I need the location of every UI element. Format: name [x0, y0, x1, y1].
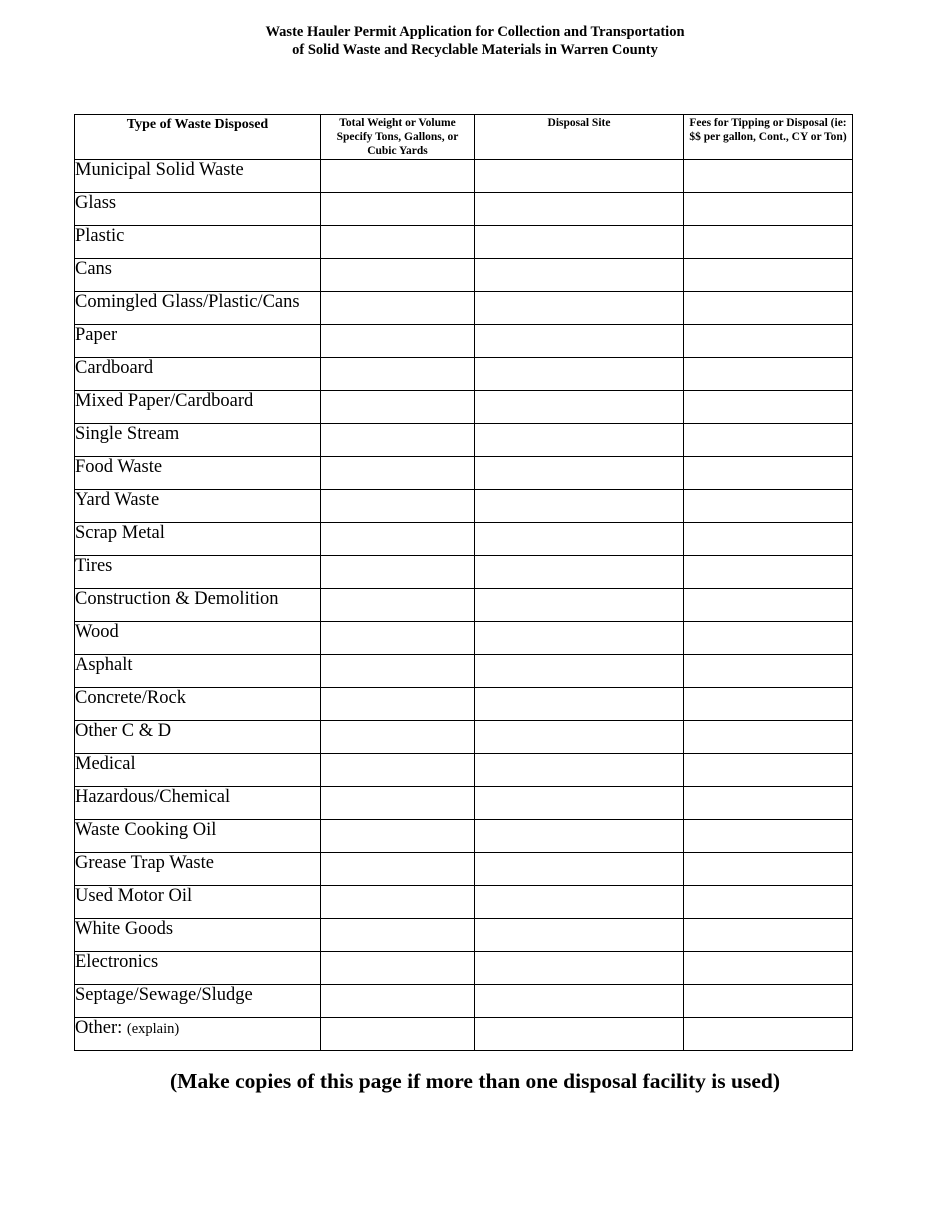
title-line-1: Waste Hauler Permit Application for Collection and Transportation	[265, 24, 685, 40]
disposal-site-input-cell[interactable]	[475, 556, 684, 589]
table-row	[75, 589, 853, 622]
fees-input-cell[interactable]	[684, 622, 853, 655]
disposal-site-input-cell[interactable]	[475, 721, 684, 754]
waste-type-label: Septage/Sewage/Sludge	[75, 985, 321, 1018]
weight-input-cell[interactable]	[321, 622, 475, 655]
weight-input-cell[interactable]	[321, 193, 475, 226]
disposal-site-input-cell[interactable]	[475, 787, 684, 820]
waste-type-label: Used Motor Oil	[75, 886, 321, 919]
table-row	[75, 754, 853, 787]
weight-input-cell[interactable]	[321, 853, 475, 886]
fees-input-cell[interactable]	[684, 1018, 853, 1051]
disposal-site-input-cell[interactable]	[475, 523, 684, 556]
fees-input-cell[interactable]	[684, 952, 853, 985]
fees-input-cell[interactable]	[684, 589, 853, 622]
header-type-of-waste: Type of Waste Disposed	[75, 115, 321, 160]
page-title	[0, 23, 950, 59]
disposal-site-input-cell[interactable]	[475, 325, 684, 358]
waste-type-label: Cardboard	[75, 358, 321, 391]
waste-type-label-other	[75, 1018, 321, 1051]
fees-input-cell[interactable]	[684, 754, 853, 787]
disposal-site-input-cell[interactable]	[475, 424, 684, 457]
disposal-site-input-cell[interactable]	[475, 1018, 684, 1051]
waste-type-label: Plastic	[75, 226, 321, 259]
waste-type-label: Glass	[75, 193, 321, 226]
other-label: Other:	[75, 1018, 123, 1038]
weight-input-cell[interactable]	[321, 787, 475, 820]
table-row	[75, 424, 853, 457]
waste-type-label: Hazardous/Chemical	[75, 787, 321, 820]
weight-input-cell[interactable]	[321, 721, 475, 754]
table-row	[75, 193, 853, 226]
weight-input-cell[interactable]	[321, 490, 475, 523]
weight-input-cell[interactable]	[321, 226, 475, 259]
table-row	[75, 325, 853, 358]
table-row	[75, 358, 853, 391]
waste-type-label: Comingled Glass/Plastic/Cans	[75, 292, 321, 325]
table-row	[75, 919, 853, 952]
weight-input-cell[interactable]	[321, 754, 475, 787]
disposal-site-input-cell[interactable]	[475, 490, 684, 523]
disposal-site-input-cell[interactable]	[475, 754, 684, 787]
fees-input-cell[interactable]	[684, 985, 853, 1018]
table-row	[75, 655, 853, 688]
table-row	[75, 952, 853, 985]
fees-input-cell[interactable]	[684, 292, 853, 325]
table-row	[75, 853, 853, 886]
footer-note: (Make copies of this page if more than one disposal facility is used)	[170, 1069, 780, 1093]
table-row	[75, 787, 853, 820]
weight-input-cell[interactable]	[321, 424, 475, 457]
fees-input-cell[interactable]	[684, 193, 853, 226]
table-body	[75, 160, 853, 1051]
waste-type-label: Other C & D	[75, 721, 321, 754]
other-explain-note: (explain)	[126, 1021, 180, 1037]
waste-type-label: Scrap Metal	[75, 523, 321, 556]
table-row	[75, 292, 853, 325]
disposal-site-input-cell[interactable]	[475, 391, 684, 424]
waste-type-label: Single Stream	[75, 424, 321, 457]
fees-input-cell[interactable]	[684, 886, 853, 919]
table-row	[75, 886, 853, 919]
waste-type-label: Wood	[75, 622, 321, 655]
waste-type-label: Medical	[75, 754, 321, 787]
weight-input-cell[interactable]	[321, 523, 475, 556]
fees-input-cell[interactable]	[684, 325, 853, 358]
waste-type-label: Asphalt	[75, 655, 321, 688]
disposal-site-input-cell[interactable]	[475, 655, 684, 688]
weight-input-cell[interactable]	[321, 886, 475, 919]
waste-type-label: White Goods	[75, 919, 321, 952]
table-row	[75, 523, 853, 556]
table-row	[75, 985, 853, 1018]
weight-input-cell[interactable]	[321, 1018, 475, 1051]
disposal-site-input-cell[interactable]	[475, 589, 684, 622]
table-row	[75, 622, 853, 655]
weight-input-cell[interactable]	[321, 919, 475, 952]
table-row	[75, 820, 853, 853]
header-fees: Fees for Tipping or Disposal (ie: $$ per gallon, Cont., CY or Ton)	[684, 115, 853, 160]
fees-input-cell[interactable]	[684, 919, 853, 952]
weight-input-cell[interactable]	[321, 820, 475, 853]
table-row	[75, 556, 853, 589]
fees-input-cell[interactable]	[684, 160, 853, 193]
table-row	[75, 259, 853, 292]
table-header-row	[75, 115, 853, 160]
disposal-site-input-cell[interactable]	[475, 226, 684, 259]
waste-type-label: Food Waste	[75, 457, 321, 490]
fees-input-cell[interactable]	[684, 655, 853, 688]
table-row	[75, 160, 853, 193]
table-row	[75, 688, 853, 721]
waste-type-label: Waste Cooking Oil	[75, 820, 321, 853]
fees-input-cell[interactable]	[684, 391, 853, 424]
fees-input-cell[interactable]	[684, 490, 853, 523]
disposal-site-input-cell[interactable]	[475, 853, 684, 886]
table-row	[75, 457, 853, 490]
weight-input-cell[interactable]	[321, 160, 475, 193]
waste-disposal-table	[74, 114, 853, 1051]
waste-type-label: Tires	[75, 556, 321, 589]
header-total-weight: Total Weight or Volume Specify Tons, Gallons, or Cubic Yards	[321, 115, 475, 160]
fees-input-cell[interactable]	[684, 556, 853, 589]
fees-input-cell[interactable]	[684, 853, 853, 886]
disposal-site-input-cell[interactable]	[475, 919, 684, 952]
disposal-site-input-cell[interactable]	[475, 457, 684, 490]
fees-input-cell[interactable]	[684, 820, 853, 853]
waste-type-label: Electronics	[75, 952, 321, 985]
disposal-site-input-cell[interactable]	[475, 952, 684, 985]
waste-type-label: Concrete/Rock	[75, 688, 321, 721]
table-row	[75, 226, 853, 259]
waste-type-label: Grease Trap Waste	[75, 853, 321, 886]
weight-input-cell[interactable]	[321, 688, 475, 721]
waste-type-label: Municipal Solid Waste	[75, 160, 321, 193]
weight-input-cell[interactable]	[321, 259, 475, 292]
weight-input-cell[interactable]	[321, 292, 475, 325]
disposal-site-input-cell[interactable]	[475, 886, 684, 919]
weight-input-cell[interactable]	[321, 556, 475, 589]
disposal-site-input-cell[interactable]	[475, 688, 684, 721]
fees-input-cell[interactable]	[684, 424, 853, 457]
waste-type-label: Yard Waste	[75, 490, 321, 523]
weight-input-cell[interactable]	[321, 325, 475, 358]
disposal-site-input-cell[interactable]	[475, 820, 684, 853]
weight-input-cell[interactable]	[321, 589, 475, 622]
waste-type-label: Cans	[75, 259, 321, 292]
weight-input-cell[interactable]	[321, 391, 475, 424]
waste-type-label: Mixed Paper/Cardboard	[75, 391, 321, 424]
disposal-site-input-cell[interactable]	[475, 259, 684, 292]
fees-input-cell[interactable]	[684, 457, 853, 490]
fees-input-cell[interactable]	[684, 721, 853, 754]
header-disposal-site: Disposal Site	[475, 115, 684, 160]
fees-input-cell[interactable]	[684, 787, 853, 820]
weight-input-cell[interactable]	[321, 457, 475, 490]
weight-input-cell[interactable]	[321, 358, 475, 391]
fees-input-cell[interactable]	[684, 226, 853, 259]
disposal-site-input-cell[interactable]	[475, 358, 684, 391]
table-row	[75, 721, 853, 754]
fees-input-cell[interactable]	[684, 688, 853, 721]
fees-input-cell[interactable]	[684, 358, 853, 391]
disposal-site-input-cell[interactable]	[475, 985, 684, 1018]
weight-input-cell[interactable]	[321, 655, 475, 688]
table-row	[75, 490, 853, 523]
table-row	[75, 391, 853, 424]
table-row-other	[75, 1018, 853, 1051]
fees-input-cell[interactable]	[684, 523, 853, 556]
waste-type-label: Paper	[75, 325, 321, 358]
waste-type-label: Construction & Demolition	[75, 589, 321, 622]
title-line-2: of Solid Waste and Recyclable Materials in Warren County	[292, 42, 658, 58]
disposal-site-input-cell[interactable]	[475, 292, 684, 325]
disposal-site-input-cell[interactable]	[475, 193, 684, 226]
weight-input-cell[interactable]	[321, 985, 475, 1018]
fees-input-cell[interactable]	[684, 259, 853, 292]
disposal-site-input-cell[interactable]	[475, 622, 684, 655]
weight-input-cell[interactable]	[321, 952, 475, 985]
disposal-site-input-cell[interactable]	[475, 160, 684, 193]
